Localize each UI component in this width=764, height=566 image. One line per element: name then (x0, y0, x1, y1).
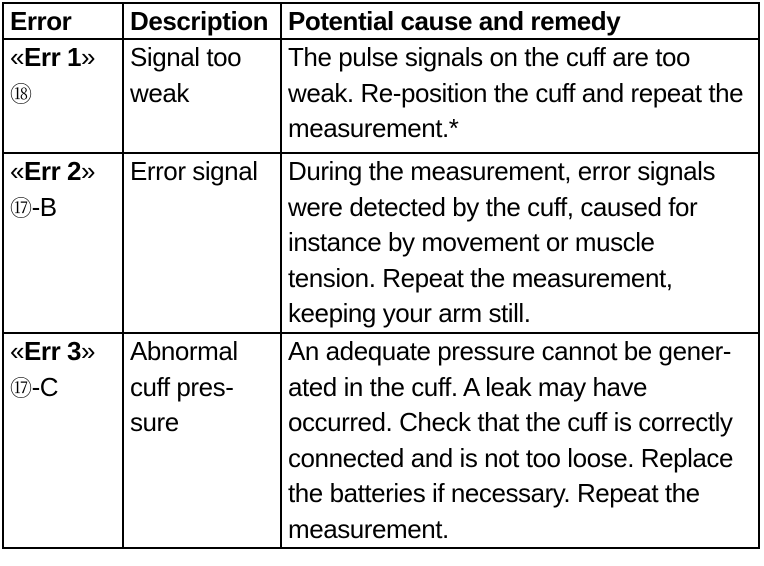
remedy-line: tension. Repeat the measurement, (288, 262, 673, 293)
table-row (3, 153, 759, 333)
description-line: Signal too (130, 42, 242, 72)
description-cell (123, 153, 281, 333)
open-quote: « (10, 42, 25, 72)
header-error: Error (3, 3, 123, 39)
open-quote: « (10, 156, 25, 186)
remedy-cell (281, 333, 759, 548)
remedy-cell (281, 39, 759, 153)
remedy-line: the batteries if necessary. Repeat the (288, 478, 700, 508)
figure-reference (10, 370, 118, 408)
error-code-line (10, 40, 118, 76)
remedy-line: ated in the cuff. A leak may have (288, 371, 648, 402)
figure-reference (10, 190, 118, 228)
remedy-line: were detected by the cuff, caused for (288, 191, 698, 222)
remedy-line: During the measurement, error signals (288, 156, 715, 186)
description-line: sure (130, 407, 179, 437)
remedy-line: measurement.* (288, 113, 459, 143)
error-cell (3, 333, 123, 548)
description-cell (123, 333, 281, 548)
close-quote: » (81, 336, 96, 366)
reference-suffix: -B (31, 191, 57, 222)
table-row (3, 333, 759, 548)
close-quote: » (81, 42, 96, 72)
circled-number: ⑰ (10, 196, 32, 222)
header-description: Description (123, 3, 281, 39)
error-cell (3, 39, 123, 153)
circled-number: ⑱ (10, 82, 32, 108)
circled-number: ⑰ (10, 376, 32, 402)
error-code-line (10, 334, 118, 370)
remedy-line: occurred. Check that the cuff is correctly (288, 407, 733, 437)
error-table (2, 2, 760, 549)
remedy-line: An adequate pressure cannot be gener- (288, 336, 732, 366)
error-code: Err 2 (24, 156, 82, 186)
table-row (3, 39, 759, 153)
remedy-line: weak. Re-position the cuff and repeat the (288, 77, 744, 108)
error-cell (3, 153, 123, 333)
error-code: Err 1 (24, 42, 82, 72)
figure-reference (10, 76, 118, 114)
header-row (3, 3, 759, 39)
remedy-line: measurement. (288, 513, 449, 544)
remedy-line: instance by movement or muscle (288, 227, 655, 257)
description-line: Abnormal (130, 336, 238, 366)
reference-suffix: -C (31, 371, 59, 402)
close-quote: » (81, 156, 96, 186)
description-line: weak (130, 77, 189, 108)
remedy-line: keeping your arm still. (288, 298, 531, 328)
header-remedy: Potential cause and remedy (281, 3, 759, 39)
open-quote: « (10, 336, 25, 366)
error-code-line (10, 154, 118, 190)
description-line: cuff pres- (130, 371, 234, 402)
error-code: Err 3 (24, 336, 82, 366)
remedy-cell (281, 153, 759, 333)
remedy-line: The pulse signals on the cuff are too (288, 42, 691, 72)
description-line: Error signal (130, 156, 258, 186)
remedy-line: connected and is not too loose. Replace (288, 442, 733, 473)
description-cell (123, 39, 281, 153)
